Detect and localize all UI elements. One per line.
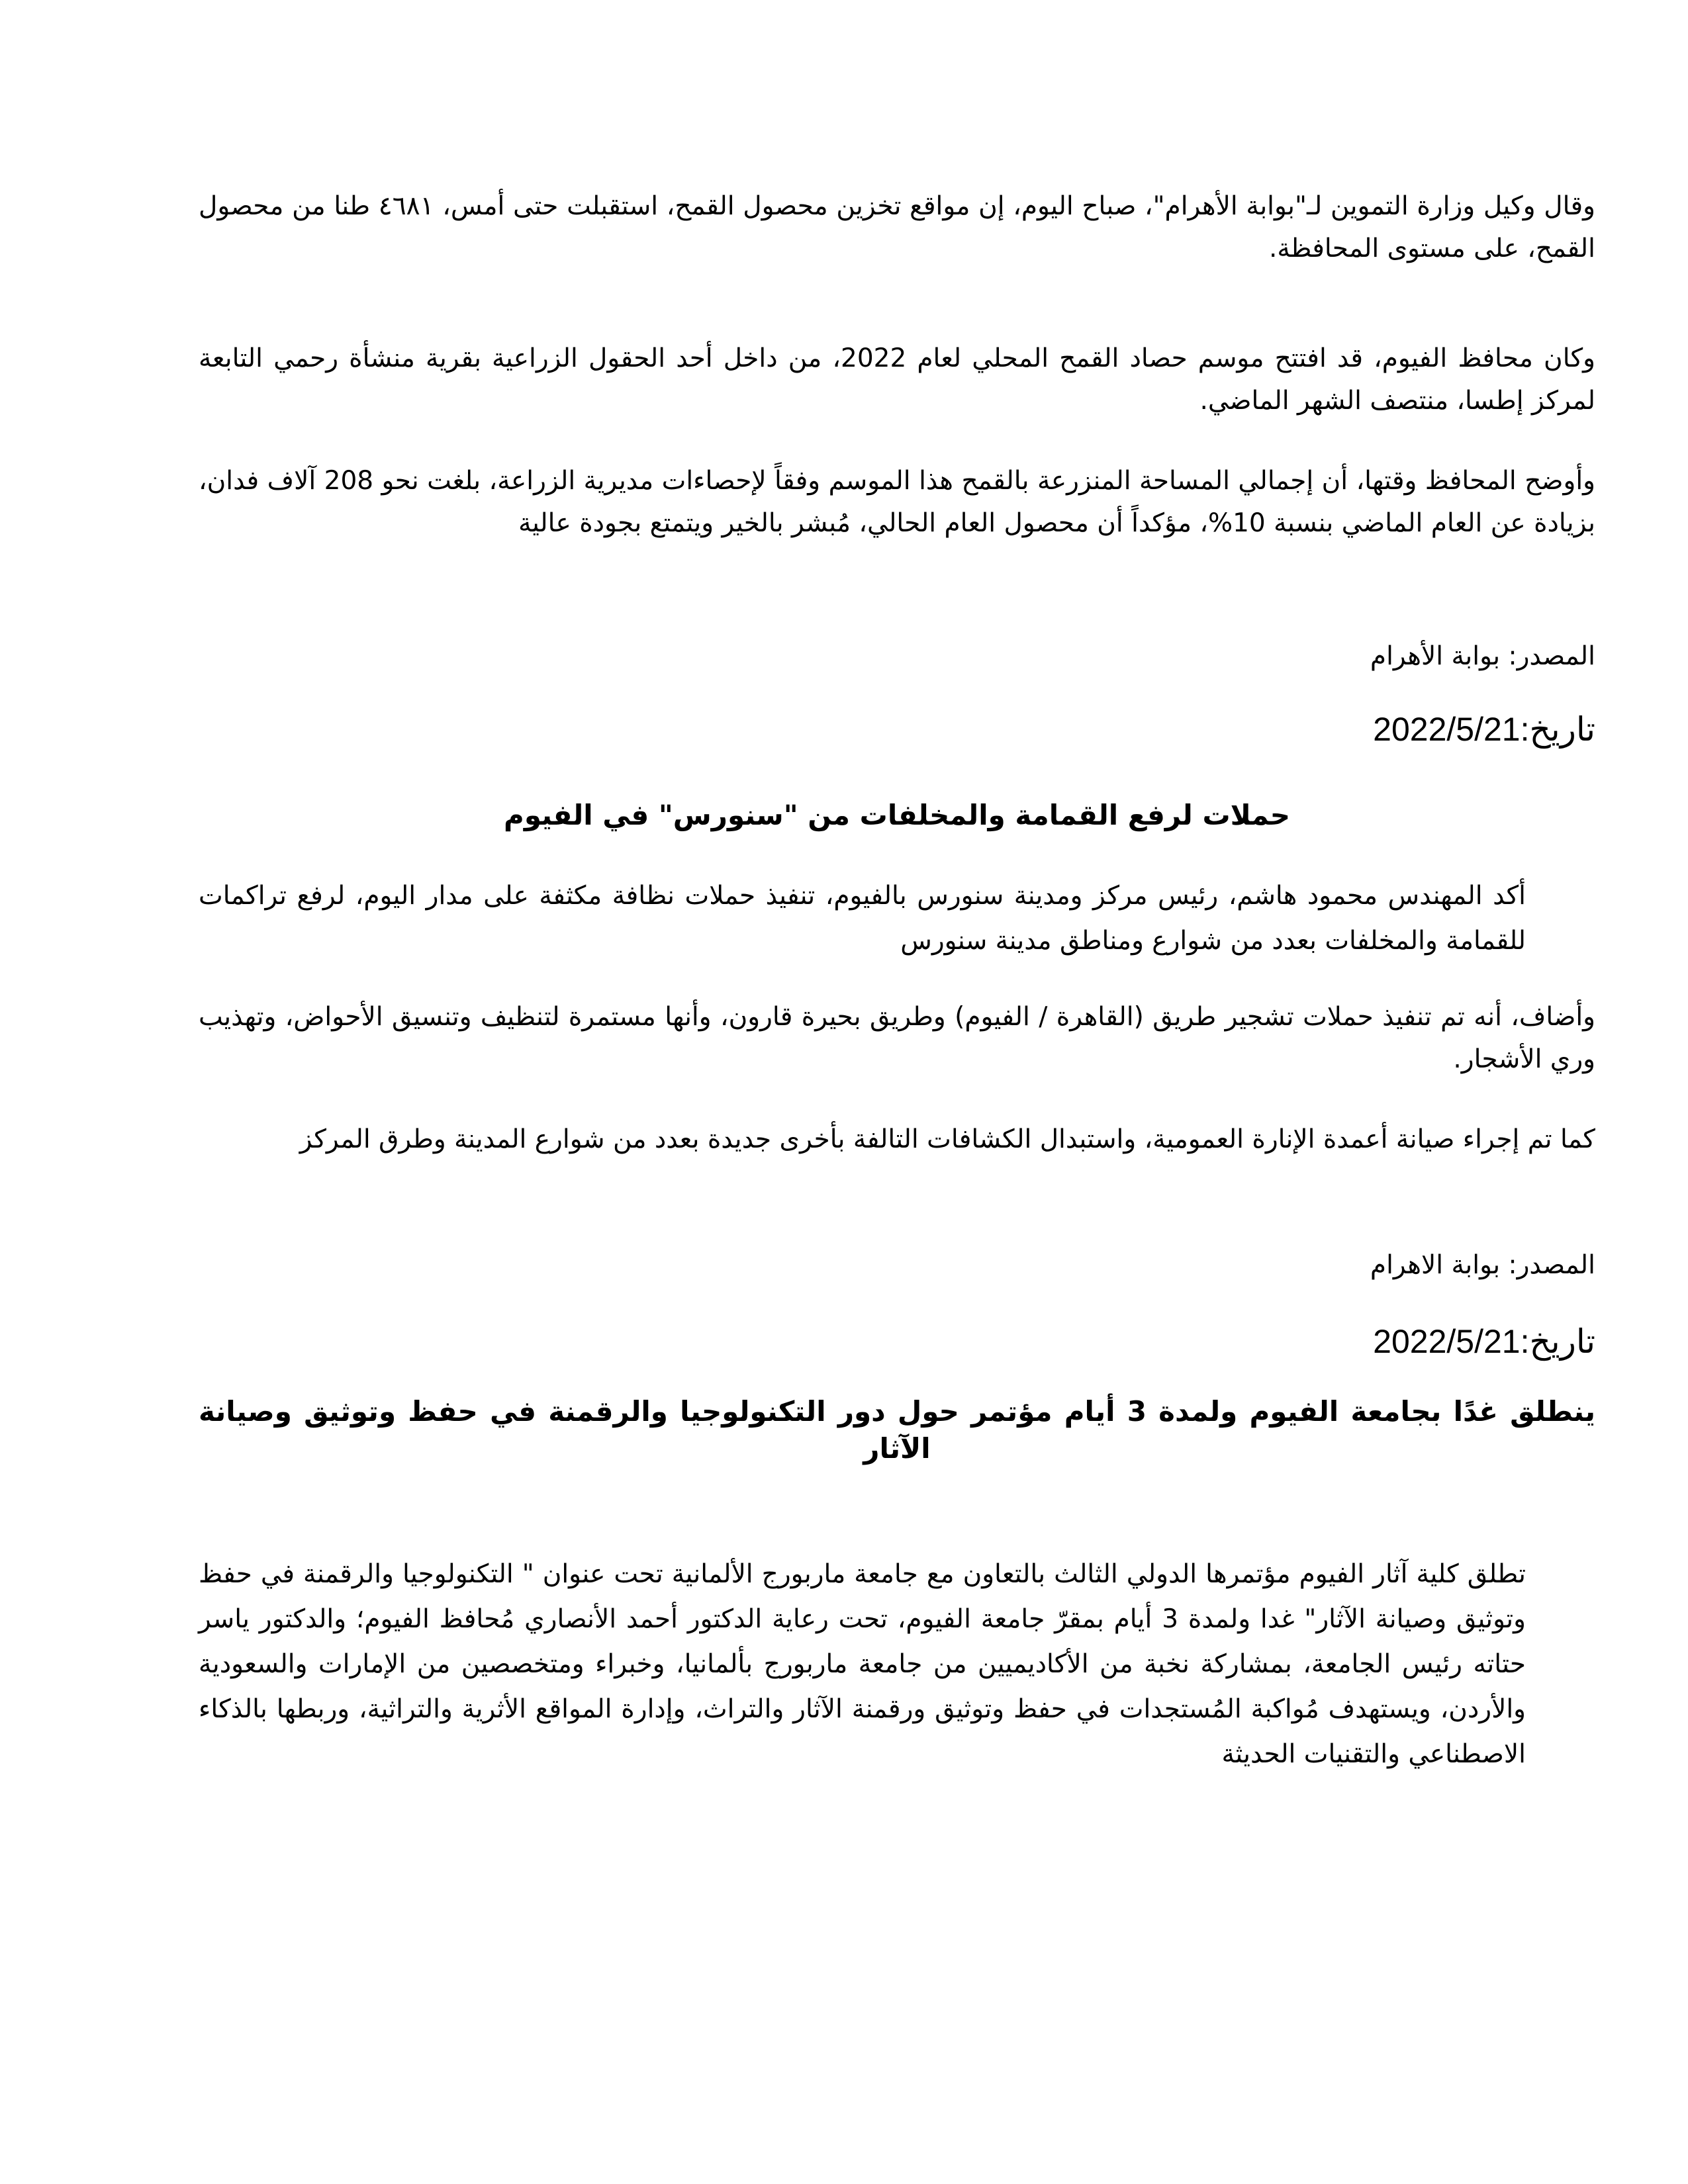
article2-source [199, 1244, 1595, 1287]
article2-title [199, 794, 1595, 837]
article2-paragraph-1 [199, 874, 1595, 964]
article2-paragraph-3 [199, 1118, 1595, 1161]
source-line: المصدر: بوابة الاهرام [1370, 1250, 1595, 1280]
article2-date [199, 1320, 1595, 1363]
article3-paragraph-1 [199, 1552, 1595, 1777]
paragraph-text: وأوضح المحافظ وقتها، أن إجمالي المساحة المنزرعة بالقمح هذا الموسم وفقاً لإحصاءات مديرية الزراعة، بلغت نحو 208 آلاف فدان، بزيادة عن العام الماضي بنسبة 10%، مؤكداً أن محصول العام الحالي، مُبشر بالخير ويتمتع بجودة عالية [199, 466, 1596, 538]
article1-paragraph-1 [199, 185, 1595, 270]
paragraph-text: وكان محافظ الفيوم، قد افتتح موسم حصاد القمح المحلي لعام 2022، من داخل أحد الحقول الزراعية بقرية منشأة رحمي التابعة لمركز إطسا، منتصف الشهر الماضي. [199, 343, 1595, 416]
paragraph-text: تطلق كلية آثار الفيوم مؤتمرها الدولي الثالث بالتعاون مع جامعة ماربورج الألمانية تحت عنوان " التكنولوجيا والرقمنة في حفظ وتوثيق وصيانة الآثار" غدا ولمدة 3 أيام بمقرّ جامعة الفيوم، تحت رعاية الدكتور أحمد الأنصاري مُحافظ الفيوم؛ والدكتور ياسر حتاته رئيس الجامعة، بمشاركة نخبة من الأكاديميين من جامعة ماربورج بألمانيا، وخبراء ومتخصصين من الإمارات والسعودية والأردن، ويستهدف مُواكبة المُستجدات في حفظ وتوثيق ورقمنة الآثار والتراث، وإدارة المواقع الأثرية والتراثية، وربطها بالذكاء الاصطناعي والتقنيات الحديثة [199, 1559, 1526, 1769]
source-line: المصدر: بوابة الأهرام [1370, 641, 1595, 671]
paragraph-text: أكد المهندس محمود هاشم، رئيس مركز ومدينة سنورس بالفيوم، تنفيذ حملات نظافة مكثفة على مدار اليوم، لرفع تراكمات للقمامة والمخلفات بعدد من شوارع ومناطق مدينة سنورس [199, 881, 1526, 956]
article1-paragraph-2 [199, 338, 1595, 422]
article-heading: حملات لرفع القمامة والمخلفات من "سنورس" في الفيوم [504, 799, 1290, 831]
article1-source [199, 635, 1595, 678]
article1-date [199, 708, 1595, 751]
paragraph-text: وأضاف، أنه تم تنفيذ حملات تشجير طريق (القاهرة / الفيوم) وطريق بحيرة قارون، وأنها مستمرة لتنظيف وتنسيق الأحواض، وتهذيب وري الأشجار. [199, 1002, 1595, 1074]
date-line: تاريخ:2022/5/21 [1373, 1323, 1595, 1360]
paragraph-text: كما تم إجراء صيانة أعمدة الإنارة العمومية، واستبدال الكشافات التالفة بأخرى جديدة بعدد من شوارع المدينة وطرق المركز [299, 1124, 1595, 1154]
article1-paragraph-3 [199, 460, 1595, 545]
article3-title [199, 1393, 1595, 1467]
article2-paragraph-2 [199, 996, 1595, 1081]
article-heading: ينطلق غدًا بجامعة الفيوم ولمدة 3 أيام مؤتمر حول دور التكنولوجيا والرقمنة في حفظ وتوثيق وصيانة الآثار [199, 1395, 1595, 1465]
date-line: تاريخ:2022/5/21 [1373, 711, 1595, 748]
paragraph-text: وقال وكيل وزارة التموين لـ"بوابة الأهرام"، صباح اليوم، إن مواقع تخزين محصول القمح، استقبلت حتى أمس، ٤٦٨١ طنا من محصول القمح، على مستوى المحافظة. [199, 191, 1595, 263]
